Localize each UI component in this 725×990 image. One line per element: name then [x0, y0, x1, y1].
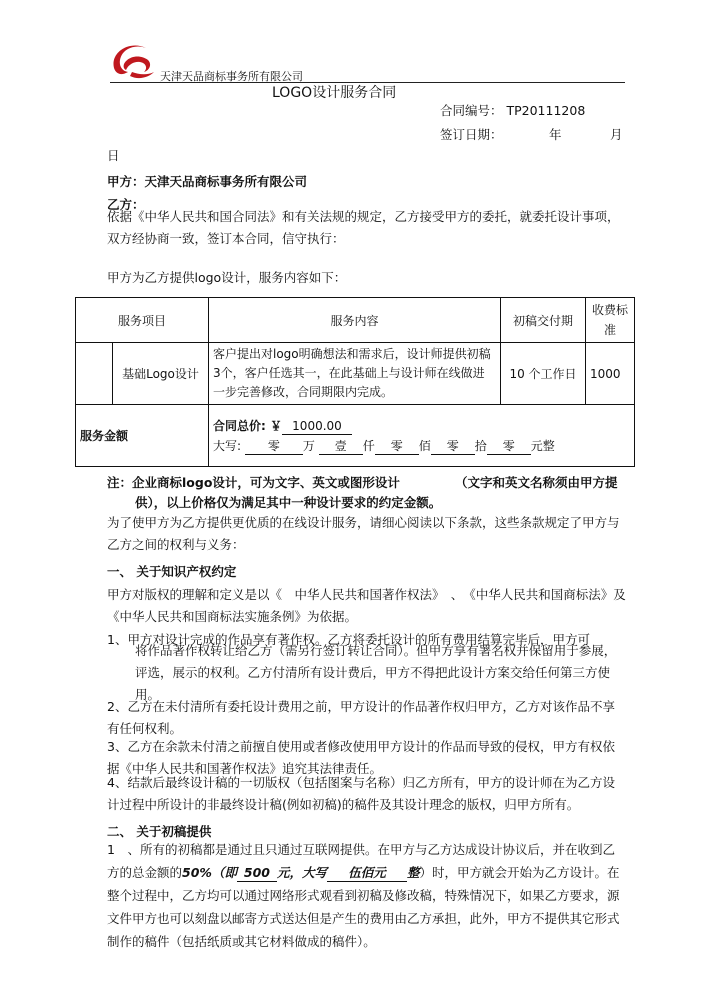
upper-digit-wan: 零 — [245, 438, 303, 455]
table-header-row — [76, 298, 635, 343]
header-fee: 收费标准 — [586, 298, 635, 343]
upper-digit-yuan: 零 — [487, 438, 531, 455]
cell-total-value — [209, 405, 635, 467]
section2-percent: 50% — [182, 865, 212, 880]
section2-text-b: （即 — [211, 865, 237, 880]
section2-text-c: 元，大写 — [276, 865, 327, 880]
section1-item3: 3、乙方在余款未付清之前擅自使用或者修改使用甲方设计的作品而导致的侵权，甲方有权依据《中华人民共和国著作权法》追究其法律责任。 — [107, 739, 615, 776]
header-delivery: 初稿交付期 — [501, 298, 586, 343]
section2-amount-upper: 伍佰元 — [327, 865, 407, 882]
upper-unit-shi: 拾 — [474, 438, 487, 453]
section1-item1-rest: 将作品著作权转让给乙方（需另行签订转让合同）。但甲方享有署名权并保留用于参展，评选，展示的权利。乙方付清所有设计费后，甲方不得把此设计方案交给任何第三方使用。 — [135, 643, 617, 702]
section2-text-d: 整 — [406, 865, 420, 880]
party-a: 甲方：天津天品商标事务所有限公司 — [107, 174, 308, 189]
section1-intro: 甲方对版权的理解和定义是以《 中华人民共和国著作权法》 、 《中华人民共和国商标法》及《中华人民共和国商标法实施条例》为依据。 — [107, 587, 626, 624]
cell-fee: 1000 — [586, 343, 635, 405]
table-total-row — [76, 405, 635, 467]
sign-date-day: 日 — [107, 148, 120, 163]
note-line2: 供），以上价格仅为满足其中一种设计要求的约定金额。 — [135, 495, 442, 510]
cell-service-content: 客户提出对logo明确想法和需求后，设计师提供初稿3个，客户任选其一，在此基础上与设计师在线做进一步完善修改，合同期限内完成。 — [209, 343, 501, 405]
upper-unit-yuan: 元整 — [530, 438, 555, 453]
total-price-label: 合同总价: ￥ — [213, 418, 282, 433]
header-service-content: 服务内容 — [209, 298, 501, 343]
upper-digit-bai: 零 — [375, 438, 419, 455]
section2-text-e: ）时，甲方就会开始为乙方设计。在整个过程中，乙方均可以通过网络形式观看到初稿及修改稿，特殊情况下，如果乙方要求，源文件甲方也可以刻盘以邮寄方式送达但是产生的费用由乙方承担，此外，甲方不提供其它形式制作的稿件（包括纸质或其它材料做成的稿件）。 — [107, 865, 620, 949]
section2-amount: 500 — [237, 865, 277, 882]
header-service-item: 服务项目 — [76, 298, 209, 343]
party-b: 乙方： — [107, 197, 145, 212]
section1-item2: 2、乙方在未付清所有委托设计费用之前，甲方设计的作品著作权归甲方，乙方对该作品不享有任何权利。 — [107, 699, 615, 736]
section2-heading: 二、 关于初稿提供 — [107, 824, 212, 839]
company-logo — [108, 38, 156, 82]
intro-paragraph: 依据《中华人民共和国合同法》和有关法规的规定，乙方接受甲方的委托，就委托设计事项，双方经协商一致，签订本合同，信守执行： — [107, 209, 620, 246]
preface-paragraph: 为了使甲方为乙方提供更优质的在线设计服务，请细心阅读以下条款，这些条款规定了甲方与乙方之间的权利与义务： — [107, 515, 620, 552]
sign-date-year: 年 — [549, 127, 562, 142]
service-intro: 甲方为乙方提供logo设计，服务内容如下： — [107, 270, 347, 285]
company-logo-icon — [108, 38, 156, 82]
upper-unit-qian: 仟 — [362, 438, 375, 453]
section1-item1-line1: 1、甲方对设计完成的作品享有著作权。乙方将委托设计的所有费用结算完毕后，甲方可 — [107, 632, 590, 647]
sign-date-month: 月 — [610, 127, 623, 142]
upper-amount-label: 大写: — [213, 438, 242, 453]
section1-heading: 一、 关于知识产权约定 — [107, 564, 237, 579]
upper-unit-wan: 万 — [302, 438, 315, 453]
sign-date-label: 签订日期： — [440, 127, 503, 142]
cell-total-label: 服务金额 — [76, 405, 209, 467]
contract-title: LOGO设计服务合同 — [272, 85, 397, 101]
upper-digit-shi: 零 — [431, 438, 475, 455]
table-row-spacer — [76, 343, 113, 405]
section2-paragraph — [107, 838, 627, 953]
total-price-value: 1000.00 — [282, 418, 352, 435]
service-table — [75, 297, 635, 467]
upper-digit-qian: 壹 — [319, 438, 363, 455]
upper-unit-bai: 佰 — [418, 438, 431, 453]
contract-number: 合同编号： TP20111208 — [440, 103, 586, 118]
header-company-name: 天津天品商标事务所有限公司 — [160, 70, 303, 83]
table-row — [76, 343, 635, 405]
cell-service-item: 基础Logo设计 — [113, 343, 209, 405]
section2-text-a: 1 、所有的初稿都是通过且只通过互联网提供。在甲方与乙方达成设计协议后，并在收到乙方的总金额的 — [107, 842, 615, 880]
note-line1b: （文字和英文名称须由甲方提 — [455, 475, 618, 490]
note-line1a: 注：企业商标logo设计，可为文字、英文或图形设计 — [107, 475, 400, 490]
section1-item4: 4、结款后最终设计稿的一切版权（包括图案与名称）归乙方所有，甲方的设计师在为乙方设计过程中所设计的非最终设计稿(例如初稿)的稿件及其设计理念的版权，归甲方所有。 — [107, 775, 615, 812]
cell-delivery: 10 个工作日 — [501, 343, 586, 405]
